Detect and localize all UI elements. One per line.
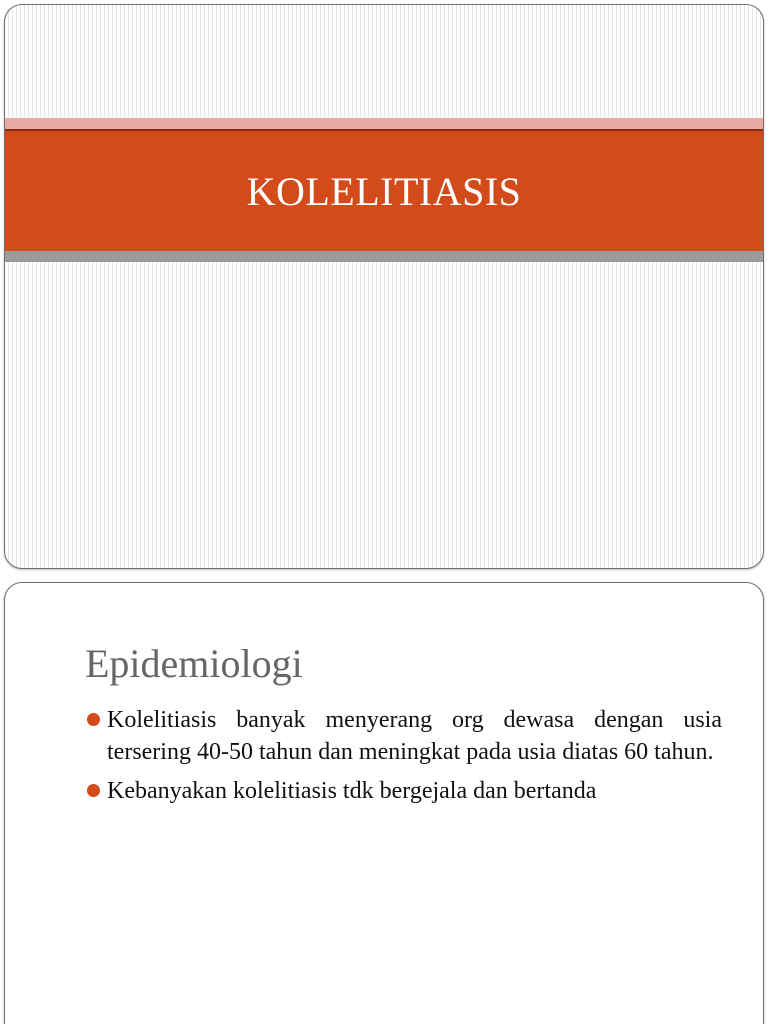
slide-heading: Epidemiologi	[85, 641, 303, 686]
content-slide	[4, 582, 764, 1024]
title-slide	[4, 4, 764, 569]
accent-band-top	[5, 118, 763, 129]
accent-band-bottom	[5, 251, 763, 262]
title-banner	[5, 131, 763, 251]
list-item	[85, 775, 722, 807]
bullet-list	[85, 704, 722, 814]
circle-bullet-icon	[87, 784, 100, 797]
circle-bullet-icon	[87, 713, 100, 726]
bullet-text: Kolelitiasis banyak menyerang org dewasa dengan usia tersering 40-50 tahun dan meningkat pada usia diatas 60 tahun.	[107, 707, 722, 765]
bullet-text: Kebanyakan kolelitiasis tdk bergejala dan bertanda	[107, 778, 597, 804]
slide-title: KOLELITIASIS	[246, 168, 522, 214]
list-item	[85, 704, 722, 768]
